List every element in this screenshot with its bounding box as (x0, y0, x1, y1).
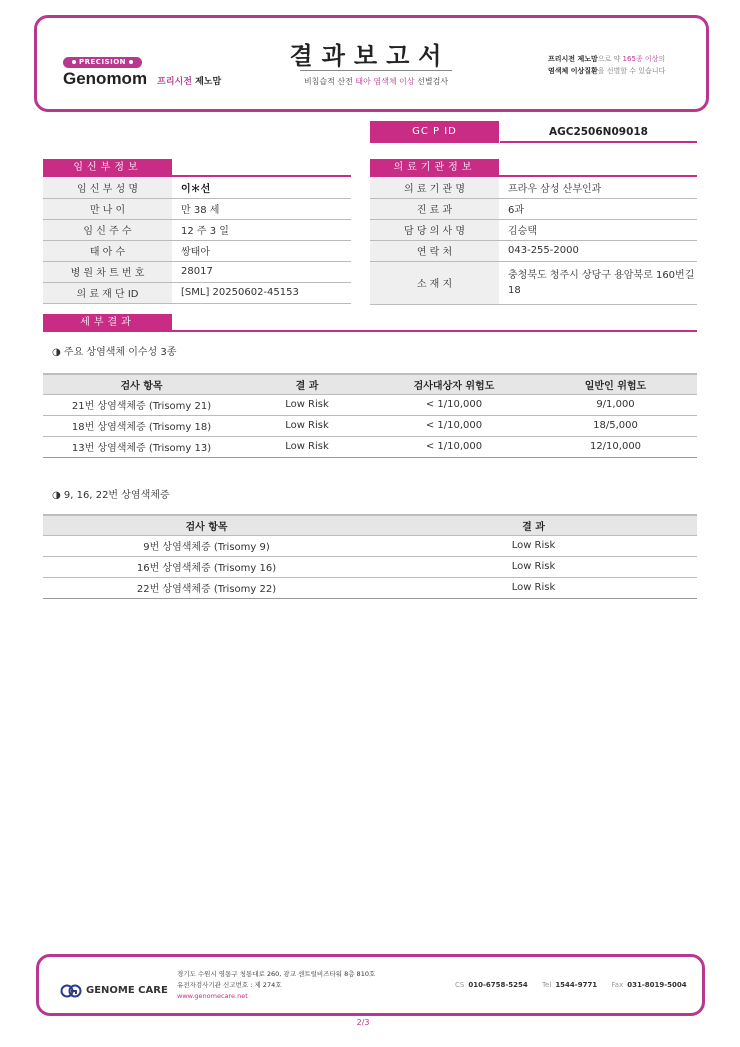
table-row: 진 료 과 6과 (370, 198, 697, 219)
table-row: 연 락 처 043-255-2000 (370, 240, 697, 261)
table-header-row: 검사 항목 결 과 검사대상자 위험도 일반인 위험도 (43, 374, 697, 394)
major-trisomy-table (43, 373, 697, 458)
details-rule (43, 330, 697, 332)
header-slogan: 프리시전 제노맘으로 약 165종 이상의 염색체 이상질환을 선별할 수 있습니다 (548, 55, 666, 75)
patient-info-table (43, 177, 351, 304)
institution-info-table (370, 177, 697, 305)
table-row: 임 신 부 성 명 이＊선 (43, 177, 351, 198)
section-major-trisomy-title: ◑ 주요 상염색체 이수성 3종 (52, 347, 177, 358)
table-row: 16번 상염색체증 (Trisomy 16) Low Risk (43, 556, 697, 577)
details-heading: 세부결과 (43, 314, 172, 331)
institution-info-heading: 의료기관정보 (370, 159, 499, 176)
table-row: 임 신 주 수 12 주 3 일 (43, 219, 351, 240)
table-row: 의 료 재 단 ID [SML] 20250602-45153 (43, 282, 351, 303)
brand-ko-name: 프리시전 제노맘 (157, 77, 222, 87)
fax-number: 031-8019-5004 (627, 981, 687, 989)
table-row: 병 원 차 트 번 호 28017 (43, 261, 351, 282)
brand-name: Genomom (63, 69, 148, 88)
cs-phone: 010-6758-5254 (468, 981, 528, 989)
brand-badge: PRECISION (63, 57, 142, 68)
table-row: 13번 상염색체증 (Trisomy 13) Low Risk < 1/10,000 12/10,000 (43, 436, 697, 457)
gcp-id-value: AGC2506N09018 (500, 121, 697, 143)
page-title: 결과보고서 (289, 42, 451, 70)
other-trisomy-table (43, 514, 697, 599)
footer-website[interactable]: www.genomecare.net (177, 992, 248, 1000)
footer-address: 경기도 수원시 영통구 청통대로 260, 광교 센트럴비즈타워 8층 810호 (177, 970, 376, 978)
title-underline (300, 70, 452, 71)
footer-contact: CS 010-6758-5254 Tel 1544-9771 Fax 031-8019-5004 (455, 981, 687, 989)
table-row: 태 아 수 쌍태아 (43, 240, 351, 261)
table-header-row: 검사 항목 결 과 (43, 515, 697, 535)
tel-phone: 1544-9771 (555, 981, 598, 989)
table-row: 22번 상염색체증 (Trisomy 22) Low Risk (43, 577, 697, 598)
footer-address-block (177, 969, 375, 1002)
table-row: 21번 상염색체증 (Trisomy 21) Low Risk < 1/10,000 9/1,000 (43, 394, 697, 415)
brand-logo (63, 49, 221, 89)
genome-care-logo: GENOME CARE (60, 980, 168, 999)
section-other-trisomy-title: ◑ 9, 16, 22번 상염색체증 (52, 490, 170, 501)
table-row: 18번 상염색체증 (Trisomy 18) Low Risk < 1/10,000 18/5,000 (43, 415, 697, 436)
footer-license: 유전자검사기관 신고번호 : 제 274호 (177, 981, 282, 989)
table-row: 소 재 지 충청북도 청주시 상당구 용암북로 160번길 18 (370, 261, 697, 304)
table-row: 9번 상염색체증 (Trisomy 9) Low Risk (43, 535, 697, 556)
page-number: 2/3 (356, 1018, 370, 1027)
patient-info-heading: 임신부정보 (43, 159, 172, 176)
table-row: 의 료 기 관 명 프라우 삼성 산부인과 (370, 177, 697, 198)
gcp-id-label: GC P ID (370, 121, 499, 143)
page-subtitle: 비침습적 산전 태아 염색체 이상 선별검사 (303, 77, 449, 86)
table-row: 만 나 이 만 38 세 (43, 198, 351, 219)
genome-care-icon (60, 984, 82, 998)
table-row: 담 당 의 사 명 김승택 (370, 219, 697, 240)
